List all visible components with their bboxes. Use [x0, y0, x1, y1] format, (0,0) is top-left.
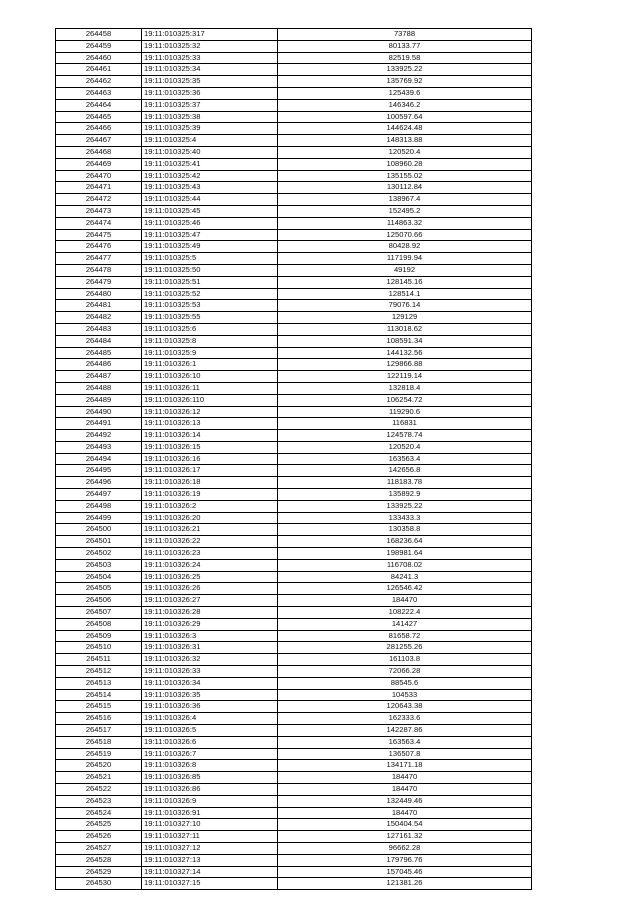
cadastral-number-cell: 19:11:010325:51: [142, 276, 278, 288]
value-cell: 84241.3: [278, 571, 532, 583]
cadastral-number-cell: 19:11:010325:37: [142, 99, 278, 111]
table-row: [56, 323, 532, 335]
table-row: [56, 477, 532, 489]
value-cell: 136507.8: [278, 748, 532, 760]
table-row: [56, 123, 532, 135]
value-cell: 281255.26: [278, 642, 532, 654]
cadastral-number-cell: 19:11:010326:26: [142, 583, 278, 595]
cadastral-number-cell: 19:11:010326:8: [142, 760, 278, 772]
table-row: [56, 571, 532, 583]
cadastral-number-cell: 19:11:010327:13: [142, 854, 278, 866]
cadastral-number-cell: 19:11:010326:9: [142, 795, 278, 807]
value-cell: 108960.28: [278, 158, 532, 170]
row-id-cell: 264504: [56, 571, 142, 583]
row-id-cell: 264460: [56, 52, 142, 64]
value-cell: 161103.8: [278, 654, 532, 666]
table-row: [56, 406, 532, 418]
cadastral-number-cell: 19:11:010325:36: [142, 87, 278, 99]
row-id-cell: 264527: [56, 842, 142, 854]
cadastral-number-cell: 19:11:010326:22: [142, 536, 278, 548]
cadastral-number-cell: 19:11:010325:5: [142, 253, 278, 265]
table-row: [56, 689, 532, 701]
table-body: [56, 29, 532, 890]
value-cell: 126546.42: [278, 583, 532, 595]
cadastral-number-cell: 19:11:010326:3: [142, 630, 278, 642]
value-cell: 80133.77: [278, 40, 532, 52]
value-cell: 157045.46: [278, 866, 532, 878]
cadastral-value-table: [55, 28, 532, 890]
row-id-cell: 264495: [56, 465, 142, 477]
row-id-cell: 264458: [56, 29, 142, 41]
row-id-cell: 264514: [56, 689, 142, 701]
table-row: [56, 99, 532, 111]
row-id-cell: 264468: [56, 146, 142, 158]
row-id-cell: 264465: [56, 111, 142, 123]
value-cell: 130358.8: [278, 524, 532, 536]
table-row: [56, 205, 532, 217]
value-cell: 162333.6: [278, 713, 532, 725]
row-id-cell: 264475: [56, 229, 142, 241]
value-cell: 133925.22: [278, 500, 532, 512]
cadastral-number-cell: 19:11:010327:14: [142, 866, 278, 878]
cadastral-number-cell: 19:11:010325:50: [142, 264, 278, 276]
row-id-cell: 264523: [56, 795, 142, 807]
value-cell: 125439.6: [278, 87, 532, 99]
cadastral-number-cell: 19:11:010326:28: [142, 607, 278, 619]
data-sheet: [55, 28, 531, 890]
row-id-cell: 264459: [56, 40, 142, 52]
table-row: [56, 229, 532, 241]
row-id-cell: 264473: [56, 205, 142, 217]
row-id-cell: 264528: [56, 854, 142, 866]
table-row: [56, 335, 532, 347]
cadastral-number-cell: 19:11:010326:86: [142, 784, 278, 796]
table-row: [56, 548, 532, 560]
value-cell: 116708.02: [278, 559, 532, 571]
cadastral-number-cell: 19:11:010327:11: [142, 831, 278, 843]
row-id-cell: 264479: [56, 276, 142, 288]
row-id-cell: 264506: [56, 595, 142, 607]
cadastral-number-cell: 19:11:010326:7: [142, 748, 278, 760]
cadastral-number-cell: 19:11:010325:42: [142, 170, 278, 182]
value-cell: 121381.26: [278, 878, 532, 890]
table-row: [56, 524, 532, 536]
row-id-cell: 264512: [56, 666, 142, 678]
cadastral-number-cell: 19:11:010325:39: [142, 123, 278, 135]
row-id-cell: 264492: [56, 430, 142, 442]
value-cell: 163563.4: [278, 453, 532, 465]
table-row: [56, 819, 532, 831]
table-row: [56, 217, 532, 229]
value-cell: 120520.4: [278, 146, 532, 158]
table-row: [56, 878, 532, 890]
row-id-cell: 264463: [56, 87, 142, 99]
row-id-cell: 264472: [56, 194, 142, 206]
value-cell: 198981.64: [278, 548, 532, 560]
cadastral-number-cell: 19:11:010326:31: [142, 642, 278, 654]
value-cell: 184470: [278, 595, 532, 607]
value-cell: 114863.32: [278, 217, 532, 229]
cadastral-number-cell: 19:11:010325:46: [142, 217, 278, 229]
table-row: [56, 654, 532, 666]
cadastral-number-cell: 19:11:010325:8: [142, 335, 278, 347]
cadastral-number-cell: 19:11:010326:20: [142, 512, 278, 524]
cadastral-number-cell: 19:11:010325:32: [142, 40, 278, 52]
value-cell: 152495.2: [278, 205, 532, 217]
cadastral-number-cell: 19:11:010327:10: [142, 819, 278, 831]
value-cell: 144624.48: [278, 123, 532, 135]
value-cell: 144132.56: [278, 347, 532, 359]
row-id-cell: 264490: [56, 406, 142, 418]
table-row: [56, 500, 532, 512]
cadastral-number-cell: 19:11:010325:55: [142, 312, 278, 324]
cadastral-number-cell: 19:11:010326:24: [142, 559, 278, 571]
table-row: [56, 170, 532, 182]
row-id-cell: 264476: [56, 241, 142, 253]
table-row: [56, 64, 532, 76]
cadastral-number-cell: 19:11:010326:85: [142, 772, 278, 784]
table-row: [56, 807, 532, 819]
table-row: [56, 842, 532, 854]
value-cell: 49192: [278, 264, 532, 276]
cadastral-number-cell: 19:11:010326:1: [142, 359, 278, 371]
table-row: [56, 784, 532, 796]
cadastral-number-cell: 19:11:010325:35: [142, 76, 278, 88]
table-row: [56, 276, 532, 288]
row-id-cell: 264510: [56, 642, 142, 654]
cadastral-number-cell: 19:11:010326:36: [142, 701, 278, 713]
table-row: [56, 465, 532, 477]
value-cell: 80428.92: [278, 241, 532, 253]
row-id-cell: 264470: [56, 170, 142, 182]
row-id-cell: 264493: [56, 441, 142, 453]
value-cell: 184470: [278, 807, 532, 819]
cadastral-number-cell: 19:11:010325:41: [142, 158, 278, 170]
table-row: [56, 135, 532, 147]
value-cell: 184470: [278, 784, 532, 796]
value-cell: 113018.62: [278, 323, 532, 335]
row-id-cell: 264462: [56, 76, 142, 88]
value-cell: 138967.4: [278, 194, 532, 206]
table-row: [56, 146, 532, 158]
value-cell: 133925.22: [278, 64, 532, 76]
row-id-cell: 264497: [56, 489, 142, 501]
row-id-cell: 264491: [56, 418, 142, 430]
table-row: [56, 677, 532, 689]
cadastral-number-cell: 19:11:010325:43: [142, 182, 278, 194]
table-row: [56, 76, 532, 88]
row-id-cell: 264501: [56, 536, 142, 548]
row-id-cell: 264477: [56, 253, 142, 265]
row-id-cell: 264474: [56, 217, 142, 229]
row-id-cell: 264511: [56, 654, 142, 666]
row-id-cell: 264502: [56, 548, 142, 560]
table-row: [56, 453, 532, 465]
table-row: [56, 831, 532, 843]
cadastral-number-cell: 19:11:010327:12: [142, 842, 278, 854]
cadastral-number-cell: 19:11:010326:35: [142, 689, 278, 701]
cadastral-number-cell: 19:11:010325:47: [142, 229, 278, 241]
row-id-cell: 264484: [56, 335, 142, 347]
value-cell: 135155.02: [278, 170, 532, 182]
cadastral-number-cell: 19:11:010326:6: [142, 736, 278, 748]
value-cell: 100597.64: [278, 111, 532, 123]
cadastral-number-cell: 19:11:010325:4: [142, 135, 278, 147]
cadastral-number-cell: 19:11:010326:32: [142, 654, 278, 666]
value-cell: 128514.1: [278, 288, 532, 300]
table-row: [56, 559, 532, 571]
value-cell: 120643.38: [278, 701, 532, 713]
table-row: [56, 630, 532, 642]
value-cell: 108222.4: [278, 607, 532, 619]
table-row: [56, 666, 532, 678]
table-row: [56, 642, 532, 654]
row-id-cell: 264513: [56, 677, 142, 689]
value-cell: 104533: [278, 689, 532, 701]
value-cell: 108591.34: [278, 335, 532, 347]
table-row: [56, 52, 532, 64]
cadastral-number-cell: 19:11:010325:44: [142, 194, 278, 206]
value-cell: 150404.54: [278, 819, 532, 831]
row-id-cell: 264464: [56, 99, 142, 111]
row-id-cell: 264498: [56, 500, 142, 512]
table-row: [56, 607, 532, 619]
value-cell: 130112.84: [278, 182, 532, 194]
value-cell: 134171.18: [278, 760, 532, 772]
cadastral-number-cell: 19:11:010326:91: [142, 807, 278, 819]
table-row: [56, 288, 532, 300]
cadastral-number-cell: 19:11:010326:33: [142, 666, 278, 678]
value-cell: 88545.6: [278, 677, 532, 689]
cadastral-number-cell: 19:11:010326:4: [142, 713, 278, 725]
table-row: [56, 701, 532, 713]
row-id-cell: 264489: [56, 394, 142, 406]
value-cell: 163563.4: [278, 736, 532, 748]
value-cell: 129129: [278, 312, 532, 324]
cadastral-number-cell: 19:11:010325:53: [142, 300, 278, 312]
table-row: [56, 772, 532, 784]
row-id-cell: 264461: [56, 64, 142, 76]
value-cell: 135892.9: [278, 489, 532, 501]
table-row: [56, 158, 532, 170]
value-cell: 132449.46: [278, 795, 532, 807]
value-cell: 129866.88: [278, 359, 532, 371]
table-row: [56, 394, 532, 406]
value-cell: 132818.4: [278, 382, 532, 394]
row-id-cell: 264507: [56, 607, 142, 619]
cadastral-number-cell: 19:11:010326:2: [142, 500, 278, 512]
row-id-cell: 264518: [56, 736, 142, 748]
row-id-cell: 264496: [56, 477, 142, 489]
table-row: [56, 371, 532, 383]
cadastral-number-cell: 19:11:010327:15: [142, 878, 278, 890]
row-id-cell: 264526: [56, 831, 142, 843]
table-row: [56, 418, 532, 430]
value-cell: 142656.8: [278, 465, 532, 477]
value-cell: 146346.2: [278, 99, 532, 111]
cadastral-number-cell: 19:11:010326:34: [142, 677, 278, 689]
value-cell: 118183.78: [278, 477, 532, 489]
table-row: [56, 111, 532, 123]
table-row: [56, 264, 532, 276]
table-row: [56, 359, 532, 371]
table-row: [56, 748, 532, 760]
table-row: [56, 618, 532, 630]
value-cell: 128145.16: [278, 276, 532, 288]
cadastral-number-cell: 19:11:010326:18: [142, 477, 278, 489]
table-row: [56, 312, 532, 324]
row-id-cell: 264525: [56, 819, 142, 831]
row-id-cell: 264487: [56, 371, 142, 383]
cadastral-number-cell: 19:11:010325:49: [142, 241, 278, 253]
row-id-cell: 264516: [56, 713, 142, 725]
table-row: [56, 854, 532, 866]
table-row: [56, 300, 532, 312]
row-id-cell: 264471: [56, 182, 142, 194]
table-row: [56, 241, 532, 253]
row-id-cell: 264486: [56, 359, 142, 371]
value-cell: 133433.3: [278, 512, 532, 524]
table-row: [56, 595, 532, 607]
table-row: [56, 795, 532, 807]
table-row: [56, 536, 532, 548]
row-id-cell: 264467: [56, 135, 142, 147]
value-cell: 148313.88: [278, 135, 532, 147]
value-cell: 73788: [278, 29, 532, 41]
cadastral-number-cell: 19:11:010325:45: [142, 205, 278, 217]
cadastral-number-cell: 19:11:010325:33: [142, 52, 278, 64]
value-cell: 116831: [278, 418, 532, 430]
value-cell: 125070.66: [278, 229, 532, 241]
table-row: [56, 441, 532, 453]
row-id-cell: 264520: [56, 760, 142, 772]
table-row: [56, 760, 532, 772]
value-cell: 122119.14: [278, 371, 532, 383]
value-cell: 127161.32: [278, 831, 532, 843]
row-id-cell: 264480: [56, 288, 142, 300]
cadastral-number-cell: 19:11:010325:6: [142, 323, 278, 335]
table-row: [56, 866, 532, 878]
value-cell: 141427: [278, 618, 532, 630]
row-id-cell: 264509: [56, 630, 142, 642]
row-id-cell: 264522: [56, 784, 142, 796]
cadastral-number-cell: 19:11:010326:12: [142, 406, 278, 418]
row-id-cell: 264505: [56, 583, 142, 595]
cadastral-number-cell: 19:11:010326:21: [142, 524, 278, 536]
table-row: [56, 347, 532, 359]
cadastral-number-cell: 19:11:010326:19: [142, 489, 278, 501]
row-id-cell: 264483: [56, 323, 142, 335]
row-id-cell: 264508: [56, 618, 142, 630]
value-cell: 82519.58: [278, 52, 532, 64]
cadastral-number-cell: 19:11:010325:40: [142, 146, 278, 158]
table-row: [56, 40, 532, 52]
row-id-cell: 264530: [56, 878, 142, 890]
table-row: [56, 512, 532, 524]
cadastral-number-cell: 19:11:010326:10: [142, 371, 278, 383]
row-id-cell: 264524: [56, 807, 142, 819]
row-id-cell: 264485: [56, 347, 142, 359]
row-id-cell: 264529: [56, 866, 142, 878]
table-row: [56, 182, 532, 194]
cadastral-number-cell: 19:11:010325:52: [142, 288, 278, 300]
cadastral-number-cell: 19:11:010325:38: [142, 111, 278, 123]
table-row: [56, 736, 532, 748]
table-row: [56, 253, 532, 265]
cadastral-number-cell: 19:11:010326:25: [142, 571, 278, 583]
row-id-cell: 264482: [56, 312, 142, 324]
cadastral-number-cell: 19:11:010326:23: [142, 548, 278, 560]
value-cell: 72066.28: [278, 666, 532, 678]
table-row: [56, 725, 532, 737]
cadastral-number-cell: 19:11:010326:5: [142, 725, 278, 737]
row-id-cell: 264494: [56, 453, 142, 465]
value-cell: 106254.72: [278, 394, 532, 406]
cadastral-number-cell: 19:11:010326:13: [142, 418, 278, 430]
value-cell: 79076.14: [278, 300, 532, 312]
row-id-cell: 264466: [56, 123, 142, 135]
row-id-cell: 264500: [56, 524, 142, 536]
table-row: [56, 29, 532, 41]
row-id-cell: 264515: [56, 701, 142, 713]
row-id-cell: 264517: [56, 725, 142, 737]
row-id-cell: 264478: [56, 264, 142, 276]
value-cell: 135769.92: [278, 76, 532, 88]
table-row: [56, 713, 532, 725]
value-cell: 96662.28: [278, 842, 532, 854]
cadastral-number-cell: 19:11:010326:17: [142, 465, 278, 477]
table-row: [56, 430, 532, 442]
cadastral-number-cell: 19:11:010326:16: [142, 453, 278, 465]
cadastral-number-cell: 19:11:010325:317: [142, 29, 278, 41]
value-cell: 179796.76: [278, 854, 532, 866]
cadastral-number-cell: 19:11:010325:9: [142, 347, 278, 359]
row-id-cell: 264521: [56, 772, 142, 784]
row-id-cell: 264488: [56, 382, 142, 394]
value-cell: 117199.94: [278, 253, 532, 265]
value-cell: 124578.74: [278, 430, 532, 442]
cadastral-number-cell: 19:11:010326:29: [142, 618, 278, 630]
value-cell: 119290.6: [278, 406, 532, 418]
cadastral-number-cell: 19:11:010325:34: [142, 64, 278, 76]
table-row: [56, 382, 532, 394]
table-row: [56, 194, 532, 206]
value-cell: 142287.86: [278, 725, 532, 737]
row-id-cell: 264469: [56, 158, 142, 170]
table-row: [56, 583, 532, 595]
value-cell: 168236.64: [278, 536, 532, 548]
cadastral-number-cell: 19:11:010326:11: [142, 382, 278, 394]
cadastral-number-cell: 19:11:010326:110: [142, 394, 278, 406]
value-cell: 184470: [278, 772, 532, 784]
value-cell: 120520.4: [278, 441, 532, 453]
cadastral-number-cell: 19:11:010326:15: [142, 441, 278, 453]
value-cell: 81658.72: [278, 630, 532, 642]
row-id-cell: 264499: [56, 512, 142, 524]
cadastral-number-cell: 19:11:010326:14: [142, 430, 278, 442]
table-row: [56, 489, 532, 501]
cadastral-number-cell: 19:11:010326:27: [142, 595, 278, 607]
table-row: [56, 87, 532, 99]
row-id-cell: 264503: [56, 559, 142, 571]
row-id-cell: 264481: [56, 300, 142, 312]
row-id-cell: 264519: [56, 748, 142, 760]
